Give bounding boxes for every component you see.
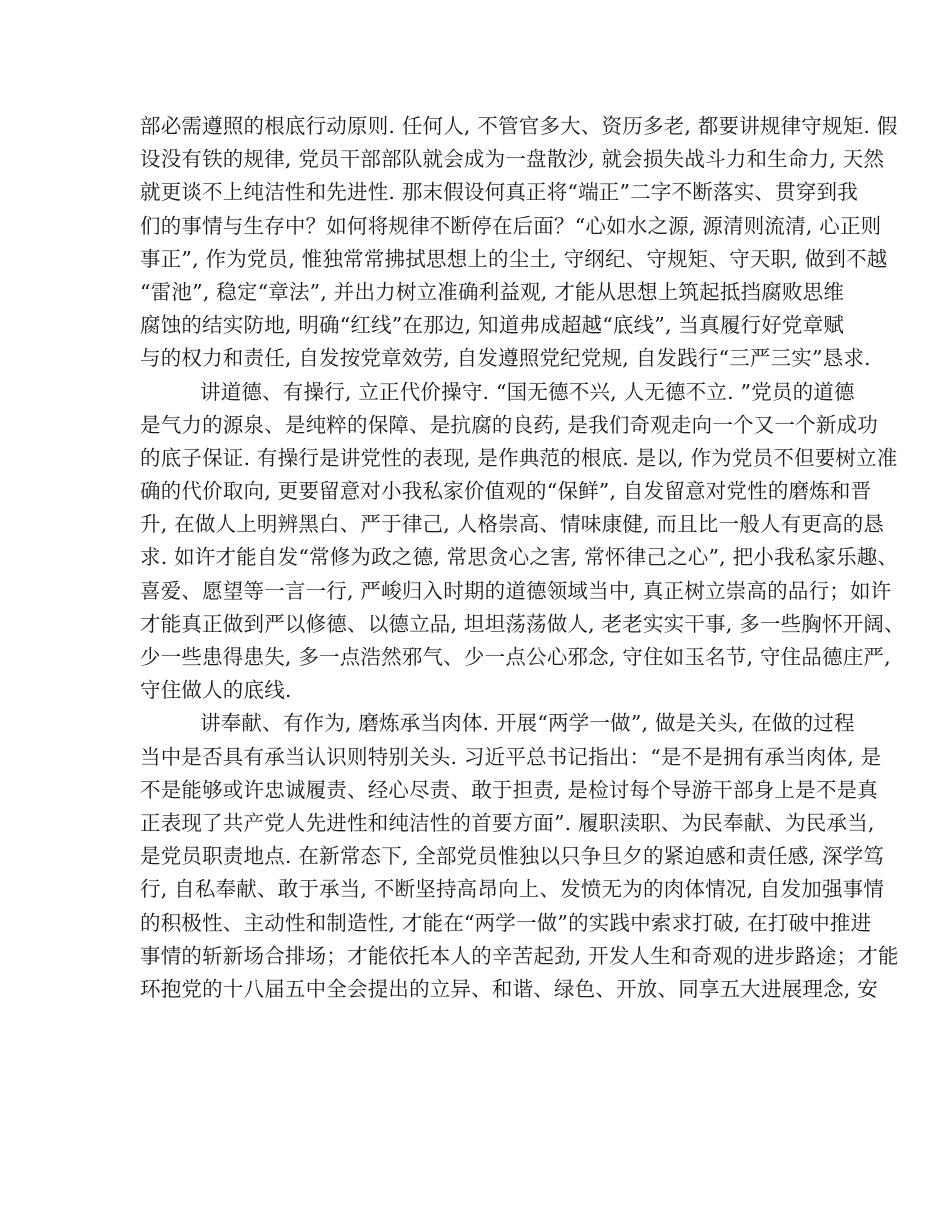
text-line: 设没有铁的规律, 党员干部部队就会成为一盘散沙, 就会损失战斗力和生命力, 天然 — [140, 147, 885, 172]
paragraph — [140, 707, 899, 1006]
text-line: 腐蚀的结实防地, 明确“红线”在那边, 知道弗成超越“底线”, 当真履行好党章赋 — [140, 313, 845, 338]
text-line: 守住做人的底线. — [140, 678, 292, 703]
text-line: 讲道德、有操行, 立正代价操守. “国无德不兴, 人无德不立. ”党员的道德 — [200, 379, 855, 404]
paragraph — [140, 376, 905, 708]
text-line: 是党员职责地点. 在新常态下, 全部党员惟独以只争旦夕的紧迫感和责任感, 深学笃 — [140, 844, 885, 869]
text-line: 确的代价取向, 更要留意对小我私家价值观的“保鲜”, 自发留意对党性的磨炼和晋 — [140, 479, 872, 504]
text-line: 喜爱、愿望等一言一行, 严峻归入时期的道德领域当中, 真正树立崇高的品行；如许 — [140, 578, 892, 603]
text-line: 升, 在做人上明辨黑白、严于律己, 人格崇高、情味康健, 而且比一般人有更高的恳 — [140, 512, 885, 537]
text-line: 就更谈不上纯洁性和先进性. 那末假设何真正将“端正”二字不断落实、贯穿到我 — [140, 180, 858, 205]
text-line: 们的事情与生存中？如何将规律不断停在后面？“心如水之源, 源清则流清, 心正则 — [140, 213, 882, 238]
text-line: 部必需遵照的根底行动原则. 任何人, 不管官多大、资历多老, 都要讲规律守规矩. 假 — [140, 114, 898, 138]
text-line: 事情的斩新场合排场；才能依托本人的辛苦起劲, 开发人生和奇观的进步路途；才能 — [140, 943, 899, 968]
text-line: 行, 自私奉献、敢于承当, 不断坚持高昂向上、发愤无为的肉体情况, 自发加强事情 — [140, 877, 885, 902]
text-line: “雷池”, 稳定“章法”, 并出力树立准确利益观, 才能从思想上筑起抵挡腐败思维 — [140, 279, 845, 304]
text-line: 事正”, 作为党员, 惟独常常拂拭思想上的尘土, 守纲纪、守规矩、守天职, 做到不越 — [140, 246, 888, 271]
text-line: 不是能够或许忠诚履责、经心尽责、敢于担责, 是检讨每个导游干部身上是不是真 — [140, 777, 878, 802]
text-line: 与的权力和责任, 自发按党章效劳, 自发遵照党纪党规, 自发践行“三严三实”恳求. — [140, 346, 871, 371]
text-line: 的底子保证. 有操行是讲党性的表现, 是作典范的根底. 是以, 作为党员不但要树立准 — [140, 445, 898, 470]
text-line: 当中是否具有承当认识则特别关头. 习近平总书记指出：“是不是拥有承当肉体, 是 — [140, 744, 882, 769]
text-line: 少一些患得患失, 多一点浩然邪气、少一点公心邪念, 守住如玉名节, 守住品德庄严, — [140, 645, 891, 669]
text-line: 是气力的源泉、是纯粹的保障、是抗腐的良药, 是我们奇观走向一个又一个新成功 — [140, 412, 878, 437]
paragraph — [140, 110, 898, 376]
text-line: 求. 如许才能自发“常修为政之德, 常思贪心之害, 常怀律己之心”, 把小我私家乐趣、 — [140, 545, 899, 570]
text-line: 的积极性、主动性和制造性, 才能在“两学一做”的实践中索求打破, 在打破中推进 — [140, 910, 872, 935]
body-text — [140, 110, 905, 1006]
text-line: 正表现了共产党人先进性和纯洁性的首要方面”. 履职渎职、为民奉献、为民承当, — [140, 810, 875, 835]
text-line: 环抱党的十八届五中全会提出的立异、和谐、绿色、开放、同享五大进展理念, 安 — [140, 976, 878, 1001]
text-line: 讲奉献、有作为, 磨炼承当肉体. 开展“两学一做”, 做是关头, 在做的过程 — [200, 711, 855, 736]
text-line: 才能真正做到严以修德、以德立品, 坦坦荡荡做人, 老老实实干事, 多一些胸怀开阔、 — [140, 611, 905, 636]
